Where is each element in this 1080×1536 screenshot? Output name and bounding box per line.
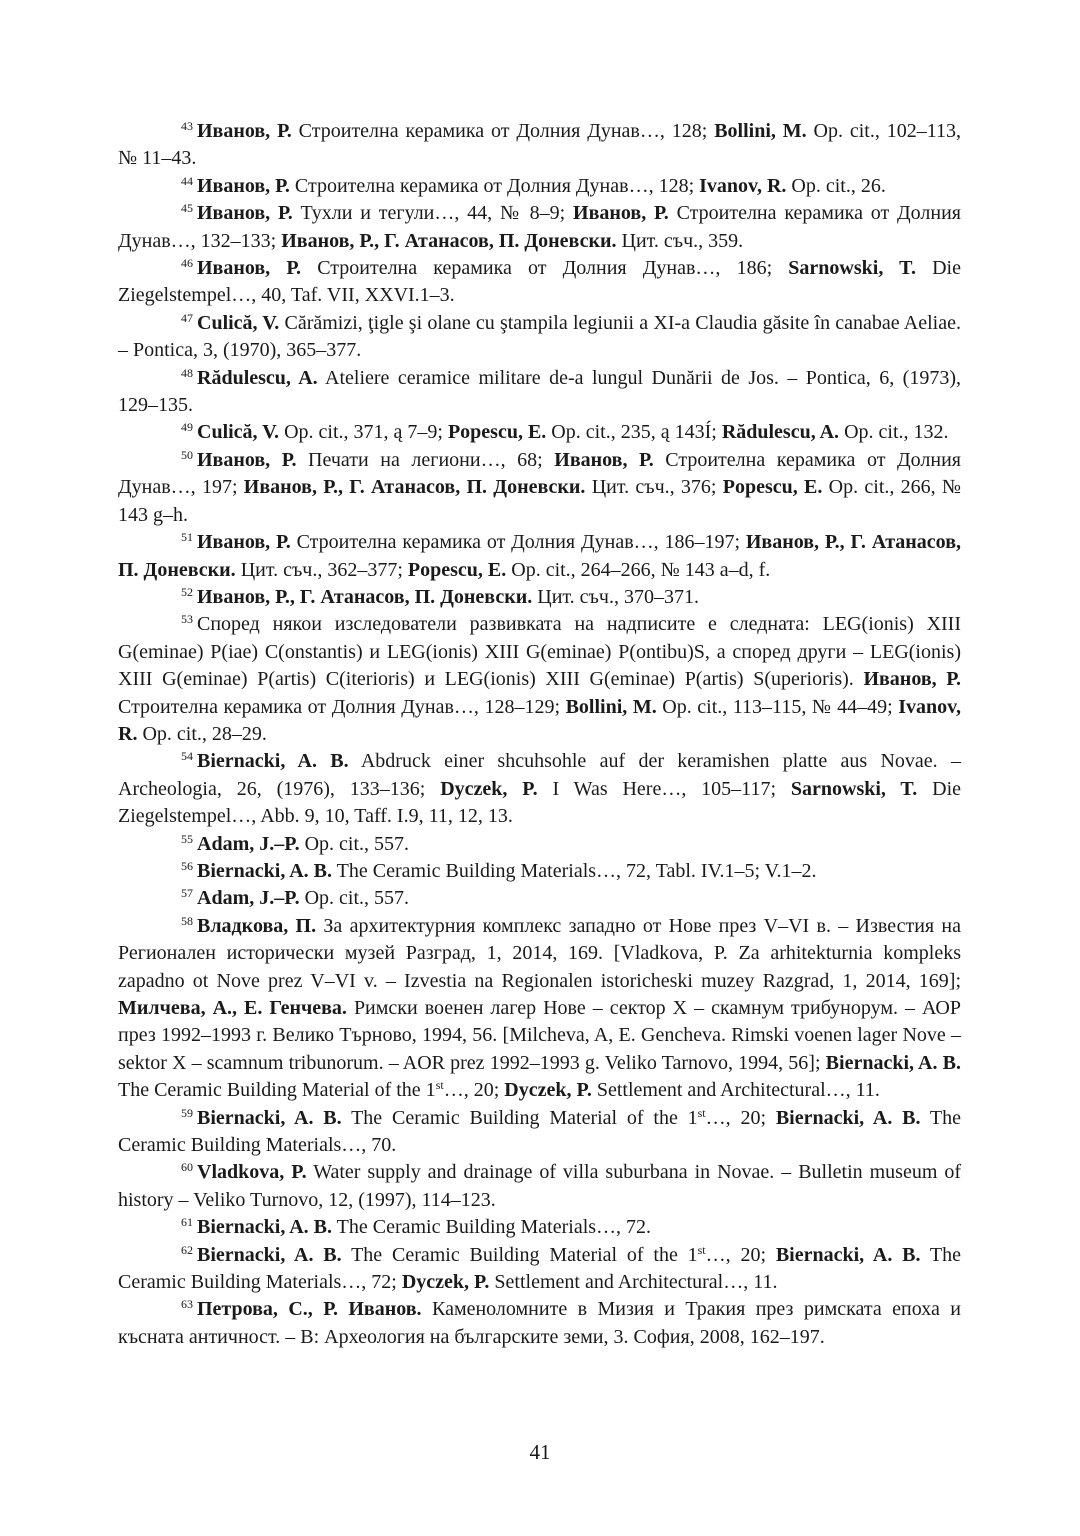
citation-text: Цит. съч., 362–377;: [235, 558, 408, 581]
author-name: Adam, J.–P.: [197, 887, 300, 910]
footnote-number: 52: [181, 584, 193, 599]
author-name: Владкова, П.: [197, 914, 317, 937]
author-name: Иванов, Р., Г. Атанасов, П. Доневски.: [197, 585, 533, 608]
citation-text: Строителна керамика от Долния Дунав…, 186–197;: [290, 531, 746, 554]
footnote-46: [118, 255, 961, 310]
author-name: Bollini, M.: [714, 120, 807, 142]
footnote-62: [118, 1242, 961, 1297]
footnote-number: 46: [181, 256, 193, 271]
footnote-48: [118, 365, 961, 420]
author-name: Biernacki, A. B.: [197, 1216, 333, 1239]
footnote-number: 49: [181, 420, 193, 435]
footnote-52: [118, 584, 961, 611]
citation-text: Op. cit., 26.: [786, 174, 886, 197]
citation-text: Печати на легиони…, 68;: [296, 448, 555, 471]
footnote-60: [118, 1159, 961, 1214]
author-name: Dyczek, P.: [440, 777, 538, 800]
footnote-number: 62: [181, 1242, 193, 1257]
footnote-43: [118, 118, 961, 173]
author-name: Biernacki, A. B.: [197, 750, 349, 773]
citation-text: Op. cit., 132.: [839, 421, 949, 444]
footnote-61: [118, 1214, 961, 1241]
citation-text: Цит. съч., 370–371.: [532, 585, 699, 608]
citation-text: The Ceramic Building Materials…, 70.: [118, 1106, 962, 1157]
footnote-44: [118, 173, 961, 200]
author-name: Иванов, Р.: [197, 174, 290, 197]
author-name: Biernacki, A. B.: [197, 859, 333, 882]
author-name: Biernacki, A. B.: [197, 1106, 342, 1129]
footnote-number: 53: [181, 612, 193, 627]
citation-text: …, 20;: [443, 1079, 505, 1102]
citation-text: The Ceramic Building Material of the 1: [341, 1243, 698, 1266]
citation-text: Op. cit., 113–115, № 44–49;: [656, 695, 899, 718]
author-name: Biernacki, A. B.: [825, 1051, 961, 1074]
citation-text: The Ceramic Building Material of the 1: [341, 1106, 698, 1129]
citation-text: The Ceramic Building Materials…, 72.: [332, 1216, 652, 1239]
author-name: Rădulescu, A.: [721, 421, 840, 444]
citation-text: Строителна керамика от Долния Дунав…, 128–129;: [118, 695, 566, 718]
author-name: Иванов, Р., Г. Атанасов, П. Доневски.: [118, 531, 961, 581]
author-name: Иванов, Р.: [197, 531, 291, 554]
ordinal-suffix: st: [697, 1242, 706, 1257]
author-name: Popescu, E.: [722, 476, 823, 499]
citation-text: Op. cit., 266, № 143 g–h.: [118, 476, 962, 526]
citation-text: Op. cit., 28–29.: [137, 722, 267, 745]
author-name: Иванов, Р., Г. Атанасов, П. Доневски.: [243, 476, 586, 499]
footnote-number: 45: [181, 201, 193, 216]
citation-text: Abdruck einer shcuhsohle auf der keramishen platte aus Novae. – Archeologia, 26, (1976), 133–136;: [118, 750, 961, 800]
citation-text: Цит. съч., 359.: [616, 229, 744, 252]
author-name: Милчева, А., Е. Генчева.: [118, 997, 347, 1019]
citation-text: Строителна керамика от Долния Дунав…, 132–133;: [118, 202, 961, 252]
author-name: Vladkova, P.: [197, 1161, 307, 1184]
footnote-53: [118, 611, 961, 748]
citation-text: The Ceramic Building Materials…, 72, Tabl. IV.1–5; V.1–2.: [332, 859, 817, 882]
footnote-number: 61: [181, 1215, 193, 1230]
footnote-50: [118, 447, 961, 529]
citation-text: Op. cit., 557.: [299, 887, 410, 910]
footnote-number: 58: [181, 913, 193, 928]
author-name: Biernacki, A. B.: [775, 1243, 921, 1266]
footnote-number: 51: [181, 530, 193, 545]
author-name: Culică, V.: [197, 421, 280, 444]
citation-text: Op. cit., 235, ą 143Í;: [546, 421, 722, 444]
ordinal-suffix: st: [435, 1078, 444, 1093]
author-name: Иванов, Р.: [554, 448, 654, 471]
author-name: Sarnowski, T.: [790, 777, 918, 800]
citation-text: Тухли и тегули…, 44, № 8–9;: [292, 202, 574, 225]
author-name: Иванов, Р.: [197, 202, 293, 225]
footnote-number: 59: [181, 1105, 193, 1120]
citation-text: Op. cit., 264–266, № 143 a–d, f.: [506, 558, 771, 581]
author-name: Иванов, Р.: [197, 257, 302, 280]
ordinal-suffix: st: [697, 1105, 706, 1120]
citation-text: Строителна керамика от Долния Дунав…, 197;: [118, 448, 961, 499]
author-name: Ivanov, R.: [699, 174, 787, 197]
footnotes-list: [118, 118, 961, 1351]
citation-text: Строителна керамика от Долния Дунав…, 128;: [289, 174, 700, 197]
author-name: Popescu, E.: [407, 558, 507, 581]
footnote-45: [118, 200, 961, 255]
author-name: Biernacki, A. B.: [197, 1243, 342, 1266]
footnote-number: 44: [181, 173, 193, 188]
author-name: Biernacki, A. B.: [775, 1106, 921, 1129]
footnote-54: [118, 748, 961, 830]
citation-text: Римски военен лагер Нове – сектор X – скамнум трибунорум. – АОР през 1992–1993 г. Велико Търново, 1994, 56. [Milcheva, A, E. Gencheva. Rimski voenen lager Nove – sektor X – scamnum tribunorum. – AOR prez 1992–1993 g. Veliko Tarnovo, 1994, 56];: [118, 997, 961, 1074]
author-name: Dyczek, P.: [401, 1271, 490, 1294]
footnote-55: [118, 831, 961, 858]
citation-text: The Ceramic Building Material of the 1: [118, 1079, 436, 1102]
footnote-number: 60: [181, 1160, 193, 1175]
footnote-number: 50: [181, 447, 193, 462]
author-name: Иванов, Р.: [863, 668, 961, 691]
author-name: Bollini, M.: [565, 695, 657, 718]
citation-text: Ateliere ceramice militare de-a lungul Dunării de Jos. – Pontica, 6, (1973), 129–135.: [118, 366, 961, 417]
footnote-51: [118, 529, 961, 584]
author-name: Петрова, С., Р. Иванов.: [197, 1298, 422, 1321]
citation-text: Settlement and Architectural…, 11.: [489, 1271, 778, 1294]
citation-text: Строителна керамика от Долния Дунав…, 186;: [301, 257, 789, 280]
citation-text: Die Ziegelstempel…, 40, Taf. VII, XXVI.1–3.: [118, 257, 961, 307]
citation-text: Op. cit., 102–113, № 11–43.: [118, 120, 961, 170]
citation-text: Cărămizi, ţigle şi olane cu ştampila legiunii a XI-a Claudia găsite în canabae Aeliae. – Pontica, 3, (1970), 365–377.: [118, 311, 961, 362]
footnote-57: [118, 885, 961, 912]
page-number: 41: [529, 1440, 551, 1464]
footnote-63: [118, 1296, 961, 1351]
citation-text: …, 20;: [705, 1106, 776, 1129]
footnote-number: 43: [181, 119, 193, 133]
author-name: Rădulescu, A.: [197, 366, 318, 389]
footnote-number: 55: [181, 831, 193, 846]
citation-text: The Ceramic Building Materials…, 72;: [118, 1243, 962, 1294]
footnote-number: 48: [181, 365, 193, 380]
footnote-56: [118, 858, 961, 885]
citation-text: …, 20;: [705, 1243, 776, 1266]
citation-text: Според някои изследователи развивката на надписите е следната: LEG(ionis) XIII G(eminae) P(iae) C(onstantis) и LEG(ionis) XIII G(eminae) P(ontibu)S, а според други – LEG(ionis) XIII G(eminae) P(artis) C(iterioris) и LEG(ionis) XIII G(eminae) P(artis) S(uperioris).: [118, 613, 961, 691]
author-name: Ivanov, R.: [118, 695, 961, 745]
author-name: Adam, J.–P.: [197, 832, 300, 855]
footnote-number: 47: [181, 310, 193, 325]
footnote-59: [118, 1105, 961, 1160]
citation-text: Цит. съч., 376;: [585, 476, 723, 499]
footnote-49: [118, 419, 961, 446]
citation-text: Water supply and drainage of villa suburbana in Novae. – Bulletin museum of history – Veliko Turnovo, 12, (1997), 114–123.: [118, 1161, 961, 1211]
citation-text: Op. cit., 371, ą 7–9;: [279, 421, 448, 444]
footnote-number: 56: [181, 858, 193, 873]
author-name: Иванов, Р.: [197, 120, 292, 142]
footnote-number: 57: [181, 886, 193, 901]
citation-text: Op. cit., 557.: [299, 832, 410, 855]
citation-text: Die Ziegelstempel…, Abb. 9, 10, Taff. I.9, 11, 12, 13.: [118, 777, 962, 828]
author-name: Иванов, Р.: [197, 448, 297, 471]
author-name: Culică, V.: [197, 311, 280, 334]
author-name: Sarnowski, T.: [788, 257, 916, 280]
citation-text: Каменоломните в Мизия и Тракия през римската епоха и късната античност. – В: Археология на българските земи, 3. София, 2008, 162–197.: [118, 1298, 961, 1348]
footnote-number: 63: [181, 1297, 193, 1312]
citation-text: I Was Here…, 105–117;: [537, 777, 791, 800]
author-name: Dyczek, P.: [504, 1079, 592, 1102]
author-name: Popescu, E.: [447, 421, 547, 444]
author-name: Иванов, Р.: [573, 202, 669, 225]
citation-text: За архитектурния комплекс западно от Нове през V–VI в. – Известия на Регионален исторически музей Разград, 1, 2014, 169. [Vladkova, P. Za arhitekturnia kompleks zapadno ot Nove prez V–VI v. – Izvestia na Regionalen istoricheski muzey Razgrad, 1, 2014, 169];: [118, 914, 962, 992]
footnote-number: 54: [181, 749, 193, 764]
footnote-47: [118, 310, 961, 365]
citation-text: Settlement and Architectural…, 11.: [591, 1079, 880, 1102]
author-name: Иванов, Р., Г. Атанасов, П. Доневски.: [281, 229, 617, 252]
citation-text: Строителна керамика от Долния Дунав…, 128;: [291, 120, 715, 142]
footnote-58: [118, 913, 961, 1105]
